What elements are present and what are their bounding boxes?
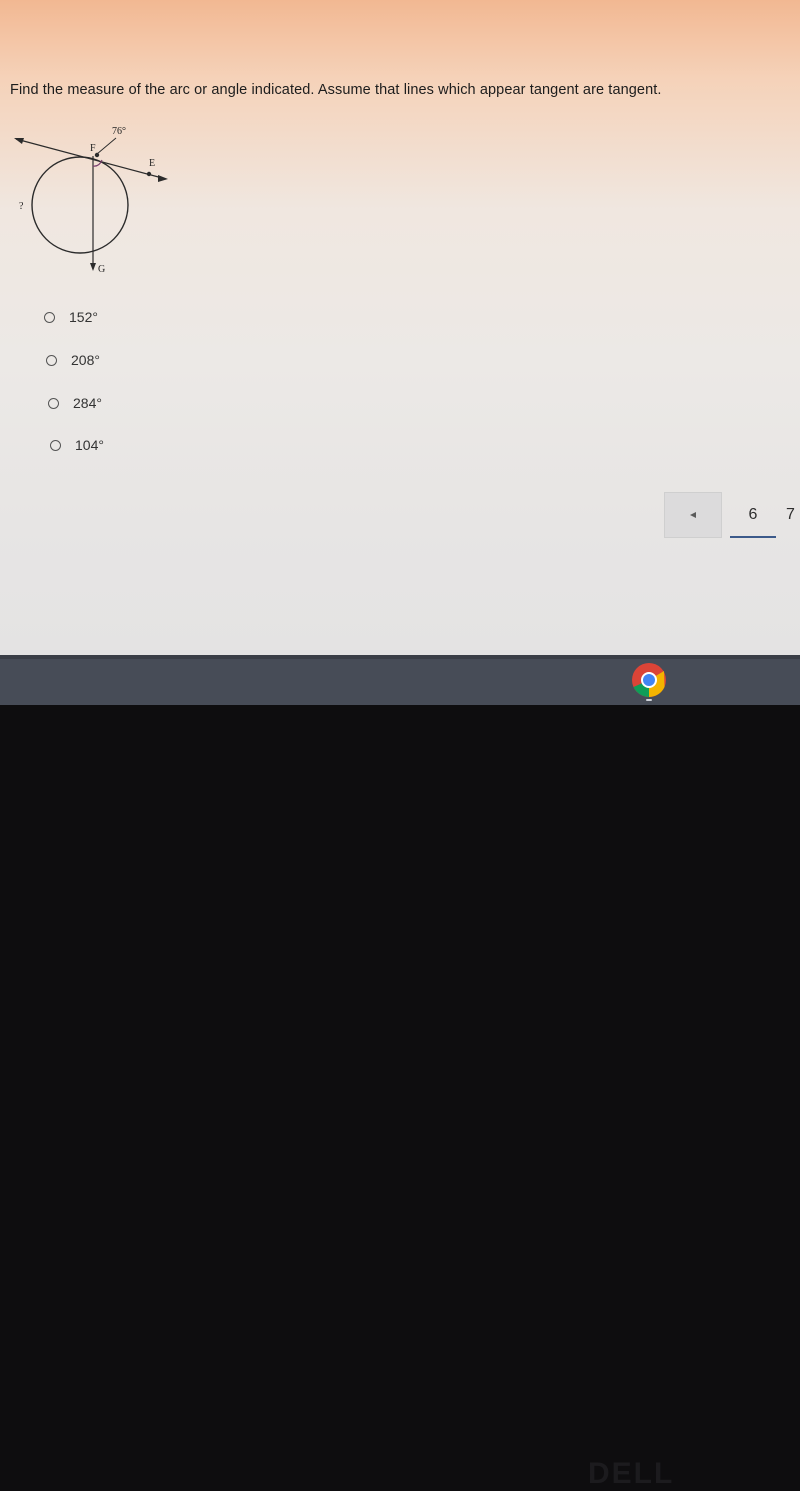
chord-arrow-down [90, 263, 96, 271]
radio-button[interactable] [44, 312, 55, 323]
screen [0, 0, 800, 655]
option-4[interactable] [50, 434, 104, 456]
taskbar-edge [0, 655, 800, 659]
chrome-icon[interactable] [630, 661, 668, 699]
geometry-figure [0, 118, 200, 283]
point-e-label: E [149, 158, 156, 169]
radio-button[interactable] [46, 355, 57, 366]
tangent-arrow-right [158, 175, 168, 182]
option-label: 152° [69, 309, 98, 325]
pagination [664, 492, 800, 540]
page-next[interactable]: 7 [786, 506, 795, 523]
label-leader [97, 138, 116, 154]
active-indicator [646, 699, 652, 701]
option-2[interactable] [46, 349, 100, 371]
option-label: 284° [73, 395, 102, 411]
brand-logo: DELL [588, 1457, 675, 1490]
monitor-bezel [0, 705, 800, 1490]
radio-button[interactable] [48, 398, 59, 409]
radio-button[interactable] [50, 440, 61, 451]
previous-page-button[interactable] [664, 492, 722, 538]
circle [32, 157, 128, 253]
question-text: Find the measure of the arc or angle indicated. Assume that lines which appear tangent are tangent. [10, 82, 662, 98]
option-1[interactable] [44, 306, 98, 328]
taskbar [0, 655, 800, 705]
point-g-label: G [98, 264, 106, 275]
page-current[interactable]: 6 [730, 492, 776, 538]
unknown-label: ? [19, 201, 24, 212]
point-e [147, 172, 151, 176]
figure-svg [0, 118, 200, 283]
option-label: 208° [71, 352, 100, 368]
tangent-arrow-left [14, 138, 24, 144]
angle-label: 76° [112, 126, 126, 137]
option-label: 104° [75, 437, 104, 453]
chevron-left-icon [690, 512, 696, 518]
point-f-label: F [90, 143, 96, 154]
option-3[interactable] [48, 392, 102, 414]
